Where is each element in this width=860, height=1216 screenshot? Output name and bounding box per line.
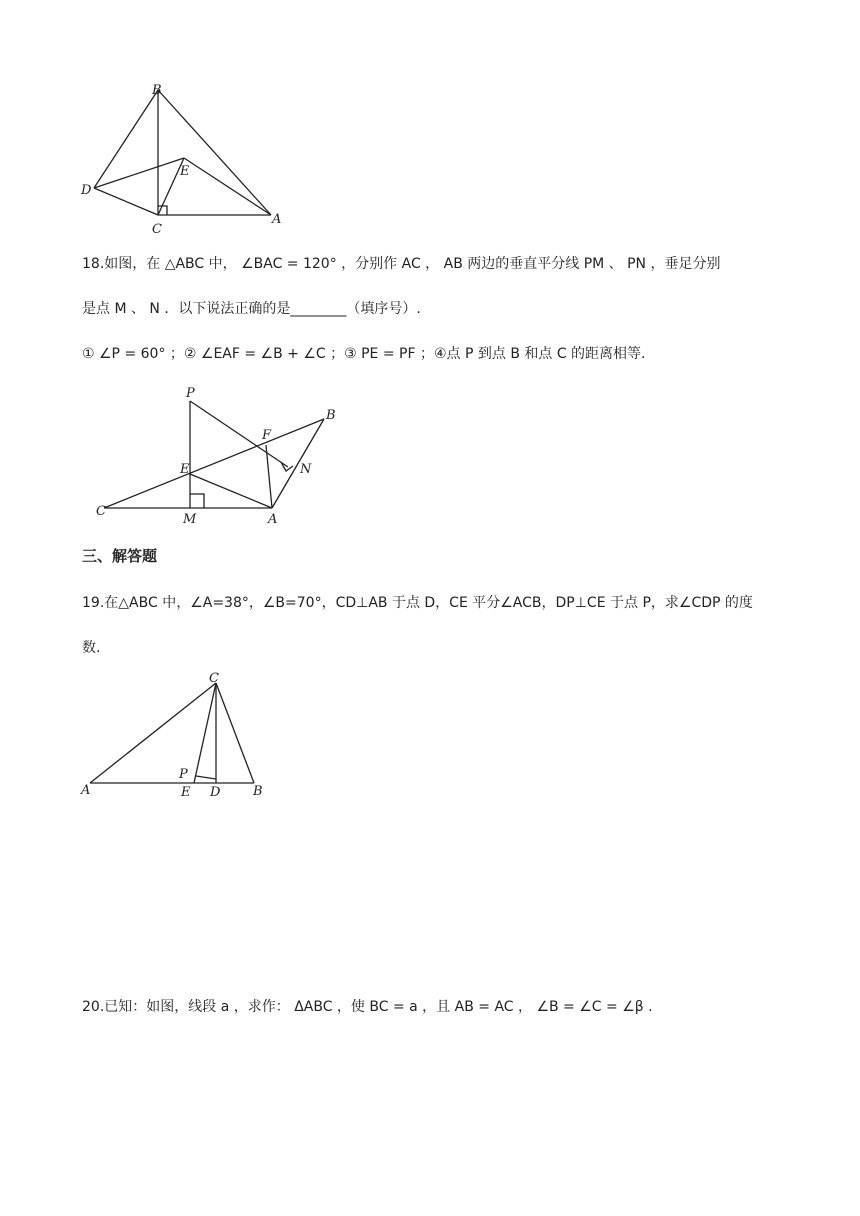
- label-B: B: [253, 784, 263, 799]
- figure-q18: [92, 385, 352, 527]
- label-F: F: [262, 428, 272, 443]
- figure-q17: [76, 78, 296, 243]
- label-C: C: [96, 504, 106, 519]
- label-C: C: [209, 671, 219, 686]
- figure-q17-lines: [94, 90, 271, 215]
- label-P: P: [179, 767, 188, 782]
- label-A: A: [81, 783, 91, 798]
- figure-q19-lines: [90, 683, 254, 783]
- q19-line1: 19.在△ABC 中，∠A=38°，∠B=70°，CD⊥AB 于点 D，CE 平分∠ACB，DP⊥CE 于点 P，求∠CDP 的度: [82, 595, 753, 611]
- label-E: E: [180, 164, 190, 179]
- figure-q19: [78, 668, 278, 803]
- q19-line2: 数.: [82, 640, 101, 656]
- q18-line1: 18.如图，在 △ABC 中， ∠BAC = 120° ，分别作 AC ， AB 两边的垂直平分线 PM 、 PN ，垂足分别: [82, 256, 721, 272]
- label-N: N: [300, 462, 312, 477]
- label-A: A: [272, 212, 282, 227]
- q20-line1: 20.已知：如图，线段 a ，求作： ΔABC ，使 BC = a ，且 AB = AC ， ∠B = ∠C = ∠β .: [82, 999, 653, 1015]
- q18-line2: 是点 M 、 N ．以下说法正确的是________（填序号）.: [82, 301, 421, 317]
- label-B: B: [152, 83, 162, 98]
- label-B: B: [326, 408, 336, 423]
- label-P: P: [186, 386, 195, 401]
- label-A: A: [268, 512, 278, 527]
- label-M: M: [183, 512, 197, 527]
- label-C: C: [152, 222, 162, 237]
- q18-line3: ① ∠P = 60° ；② ∠EAF = ∠B + ∠C ；③ PE = PF ；④点 P 到点 B 和点 C 的距离相等.: [82, 346, 646, 362]
- figure-q18-lines: [104, 401, 324, 508]
- label-E: E: [181, 785, 191, 800]
- section-title: 三、解答题: [82, 547, 158, 565]
- label-D: D: [210, 785, 221, 800]
- label-D: D: [81, 183, 92, 198]
- label-E: E: [180, 462, 190, 477]
